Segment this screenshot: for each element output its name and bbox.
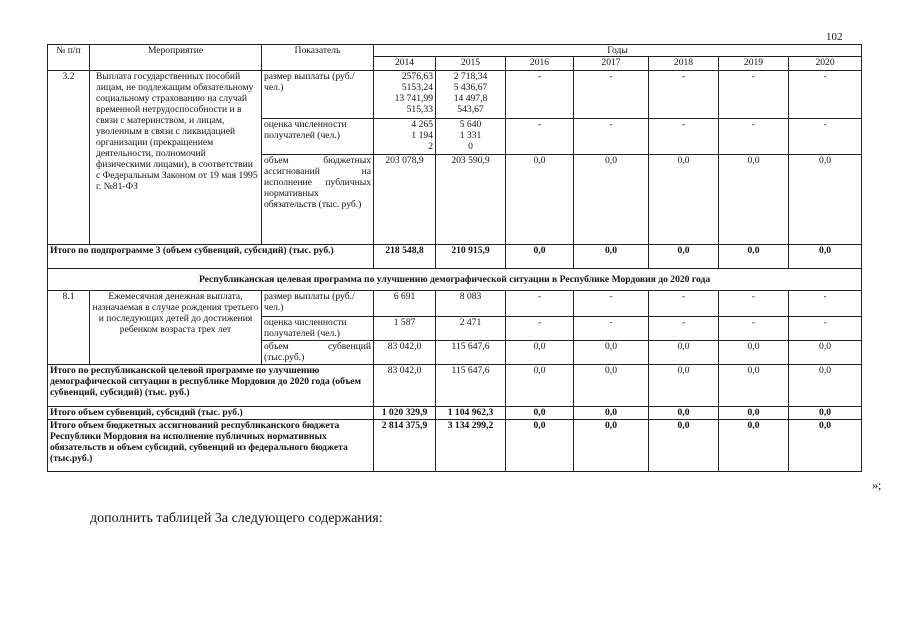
row32-ind2: оценка численности получателей (чел.) xyxy=(262,119,374,155)
row32-ind1-2015: 2 718,34 5 436,67 14 497,8 543,67 xyxy=(436,71,506,119)
row81-ind3-2020: 0,0 xyxy=(789,341,862,365)
row32-ind1-2020: - xyxy=(789,71,862,119)
total-rcp-2016: 0,0 xyxy=(506,365,574,407)
row32-ind3-2019: 0,0 xyxy=(719,155,789,245)
row32-ind3-2020: 0,0 xyxy=(789,155,862,245)
row32-ind1-2017: - xyxy=(574,71,649,119)
row32-ind1-2018: - xyxy=(649,71,719,119)
row32-ind2-2020: - xyxy=(789,119,862,155)
total3-2014: 218 548,8 xyxy=(374,245,436,269)
row81-ind1-2016: - xyxy=(506,291,574,317)
row81-ind1-2018: - xyxy=(649,291,719,317)
row81-ind2-2015: 2 471 xyxy=(436,317,506,341)
row32-ind2-2014: 4 265 1 194 2 xyxy=(374,119,436,155)
total-rcp-label: Итого по республиканской целевой программе по улучшению демографической ситуации в республике Мордовия до 2020 года (объем субвенций, субсидий) (тыс. руб.) xyxy=(48,365,374,407)
row32-num: 3.2 xyxy=(48,71,90,245)
total3-label: Итого по подпрограмме 3 (объем субвенций, субсидий) (тыс. руб.) xyxy=(48,245,374,269)
tail-paragraph: дополнить таблицей 3а следующего содержания: xyxy=(90,511,383,526)
total-rcp-2014: 83 042,0 xyxy=(374,365,436,407)
budget-table xyxy=(47,44,862,472)
row81-ind3: объем субвенций (тыс.руб.) xyxy=(262,341,374,365)
row32-ind2-2019: - xyxy=(719,119,789,155)
row81-ind3-2016: 0,0 xyxy=(506,341,574,365)
total-rcp-2019: 0,0 xyxy=(719,365,789,407)
row81-ind2: оценка численности получателей (чел.) xyxy=(262,317,374,341)
total-subv-label: Итого объем субвенций, субсидий (тыс. руб.) xyxy=(48,407,374,420)
total3-2019: 0,0 xyxy=(719,245,789,269)
row81-ind3-2019: 0,0 xyxy=(719,341,789,365)
row32-ind3-2016: 0,0 xyxy=(506,155,574,245)
row32-ind3-2014: 203 078,9 xyxy=(374,155,436,245)
total-subv-2017: 0,0 xyxy=(574,407,649,420)
row81-measure: Ежемесячная денежная выплата, назначаемая в случае рождения третьего и последующих детей до достижения ребенком возраста трех лет xyxy=(90,291,262,365)
row81-ind1-2014: 6 691 xyxy=(374,291,436,317)
year-2017: 2017 xyxy=(574,57,649,71)
row81-ind3-2017: 0,0 xyxy=(574,341,649,365)
row32-ind2-2016: - xyxy=(506,119,574,155)
total-all-2017: 0,0 xyxy=(574,420,649,472)
row32-ind1-2016: - xyxy=(506,71,574,119)
total-all-2015: 3 134 299,2 xyxy=(436,420,506,472)
total-rcp-2017: 0,0 xyxy=(574,365,649,407)
total3-2018: 0,0 xyxy=(649,245,719,269)
header-measure: Мероприятие xyxy=(90,45,262,71)
row81-num: 8.1 xyxy=(48,291,90,365)
year-2020: 2020 xyxy=(789,57,862,71)
row81-ind2-2020: - xyxy=(789,317,862,341)
row81-ind1-2020: - xyxy=(789,291,862,317)
row81-ind3-2015: 115 647,6 xyxy=(436,341,506,365)
year-2014: 2014 xyxy=(374,57,436,71)
total-rcp-2018: 0,0 xyxy=(649,365,719,407)
total-all-2014: 2 814 375,9 xyxy=(374,420,436,472)
closing-quote-mark: »; xyxy=(872,478,882,492)
total-rcp-2020: 0,0 xyxy=(789,365,862,407)
row81-ind2-2014: 1 587 xyxy=(374,317,436,341)
total-subv-2018: 0,0 xyxy=(649,407,719,420)
total3-2015: 210 915,9 xyxy=(436,245,506,269)
row81-ind3-2014: 83 042,0 xyxy=(374,341,436,365)
year-2019: 2019 xyxy=(719,57,789,71)
row81-ind1-2017: - xyxy=(574,291,649,317)
row32-ind1: размер выплаты (руб./ чел.) xyxy=(262,71,374,119)
total-subv-2015: 1 104 962,3 xyxy=(436,407,506,420)
row81-ind3-2018: 0,0 xyxy=(649,341,719,365)
total3-2016: 0,0 xyxy=(506,245,574,269)
row32-ind3-2015: 203 590,9 xyxy=(436,155,506,245)
total-all-label: Итого объем бюджетных ассигнований республиканского бюджета Республики Мордовия на исполнение публичных нормативных обязательств и объем субсидий, субвенций из федерального бюджета (тыс.руб.) xyxy=(48,420,374,472)
total3-2020: 0,0 xyxy=(789,245,862,269)
row32-ind1-2019: - xyxy=(719,71,789,119)
row32-ind3-2017: 0,0 xyxy=(574,155,649,245)
header-indicator: Показатель xyxy=(262,45,374,71)
row81-ind2-2019: - xyxy=(719,317,789,341)
header-years: Годы xyxy=(374,45,862,57)
total-all-2019: 0,0 xyxy=(719,420,789,472)
row32-measure: Выплата государственных пособий лицам, не подлежащим обязательному социальному страхованию на случай временной нетрудоспособности и в связи с материнством, и лицам, уволенным в связи с ликвидацией организации (прекращением деятельности, полномочий физическими лицами), в соответствии с Федеральным Законом от 19 мая 1995 г. №81-ФЗ xyxy=(90,71,262,245)
row32-ind2-2015: 5 640 1 331 0 xyxy=(436,119,506,155)
row81-ind1-2015: 8 083 xyxy=(436,291,506,317)
row32-ind3: объем бюджетных ассигнований на исполнение публичных нормативных обязательств (тыс. руб.) xyxy=(262,155,374,245)
row81-ind2-2016: - xyxy=(506,317,574,341)
row81-ind1: размер выплаты (руб./ чел.) xyxy=(262,291,374,317)
total-subv-2016: 0,0 xyxy=(506,407,574,420)
total-rcp-2015: 115 647,6 xyxy=(436,365,506,407)
header-num: № п/п xyxy=(48,45,90,71)
total-subv-2020: 0,0 xyxy=(789,407,862,420)
total-all-2020: 0,0 xyxy=(789,420,862,472)
total-all-2016: 0,0 xyxy=(506,420,574,472)
section-title: Республиканская целевая программа по улучшению демографической ситуации в Республике Мордовия до 2020 года xyxy=(48,269,862,291)
year-2018: 2018 xyxy=(649,57,719,71)
row32-ind3-2018: 0,0 xyxy=(649,155,719,245)
row81-ind2-2017: - xyxy=(574,317,649,341)
row81-ind1-2019: - xyxy=(719,291,789,317)
row32-ind1-2014: 2576,63 5153,24 13 741,99 515,33 xyxy=(374,71,436,119)
year-2016: 2016 xyxy=(506,57,574,71)
total3-2017: 0,0 xyxy=(574,245,649,269)
row32-ind2-2017: - xyxy=(574,119,649,155)
year-2015: 2015 xyxy=(436,57,506,71)
total-all-2018: 0,0 xyxy=(649,420,719,472)
total-subv-2019: 0,0 xyxy=(719,407,789,420)
row81-ind2-2018: - xyxy=(649,317,719,341)
total-subv-2014: 1 020 329,9 xyxy=(374,407,436,420)
row32-ind2-2018: - xyxy=(649,119,719,155)
page-number: 102 xyxy=(826,31,843,43)
